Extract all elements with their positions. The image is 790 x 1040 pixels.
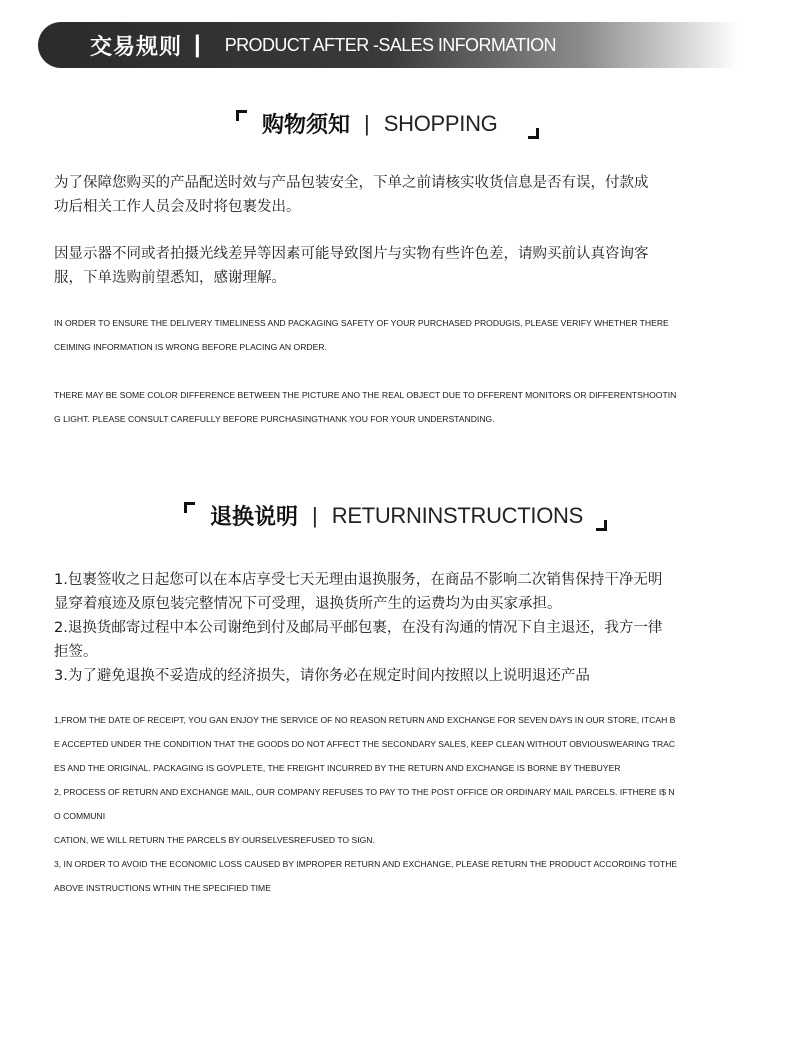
shopping-title-en: SHOPPING xyxy=(383,110,498,136)
shopping-section-title xyxy=(262,108,497,139)
corner-bracket-bottom-right xyxy=(596,520,607,531)
returns-paragraph-en: 1,FROM THE DATE OF RECEIPT, YOU GAN ENJOY THE SERVICE OF NO REASON RETURN AND EXCHANGE FOR SEVEN DAYS IN OUR STORE, ITCAH B E ACCEPTED UNDER THE CONDITION THAT THE GOODS DO NOT AFFECT THE SECONDARY SALES, KEEP CLEAN WITHOUT OBVIOUSWEARING TRAC ES AND THE ORIGINAL. PACKAGING IS GOVPLETE, THE FREIGHT INCURRED BY THE RETURN AND EXCHANGE IS BORNE BY THEBUYER 2, PROCESS OF RETURN AND EXCHANGE MAIL, OUR COMPANY REFUSES TO PAY TO THE POST OFFICE OR ORDINARY MAIL PARCELS. IFTHERE I$ N O COMMUNI CATION, WE WILL RETURN THE PARCELS BY OURSELVESREFUSED TO SIGN. 3, IN ORDER TO AVOID THE ECONOMIC LOSS CAUSED BY IMPROPER RETURN AND EXCHANGE, PLEASE RETURN THE PRODUCT ACCORDING TOTHE ABOVE INSTRUCTIONS WTHIN THE SPECIFIED TIME xyxy=(54,715,678,893)
shopping-paragraph-cn: 因显示器不同或者拍摄光线差异等因素可能导致图片与实物有些许色差，请购买前认真咨询客 服，下单选购前望悉知，感谢理解。 xyxy=(54,246,649,286)
returns-section-title xyxy=(210,500,583,531)
returns-paragraph-cn: 1.包裹签收之日起您可以在本店享受七天无理由退换服务，在商品不影响二次销售保持干净无明 显穿着痕迹及原包装完整情况下可受理，退换货所产生的运费均为由买家承担。 2.退换货邮寄过程中本公司谢绝到付及邮局平邮包裹，在没有沟通的情况下自主退还，我方一律 拒签。 3.为了避免退换不妥造成的经济损失，请你务必在规定时间内按照以上说明退还产品 xyxy=(54,572,663,684)
banner-separator: | xyxy=(194,31,201,58)
shopping-paragraph-en: THERE MAY BE SOME COLOR DIFFERENCE BETWEEN THE PICTURE ANO THE REAL OBJECT DUE TO DFFERENT MONITORS OR DIFFERENTSHOOTIN G LIGHT. PLEASE CONSULT CAREFULLY BEFORE PURCHASINGTHANK YOU FOR YOUR UNDERSTANDING. xyxy=(54,390,677,424)
banner-title-cn: 交易规则 xyxy=(90,34,183,60)
corner-bracket-top-left xyxy=(236,110,247,121)
corner-bracket-top-left xyxy=(184,502,195,513)
shopping-paragraph-en: IN ORDER TO ENSURE THE DELIVERY TIMELINESS AND PACKAGING SAFETY OF YOUR PURCHASED PRODUGIS, PLEASE VERIFY WHETHER THERE CEIMING INFORMATION IS WRONG BEFORE PLACING AN ORDER. xyxy=(54,318,669,352)
shopping-title-separator: | xyxy=(364,110,370,136)
returns-title-cn: 退换说明 xyxy=(210,505,299,530)
returns-title-separator: | xyxy=(312,502,318,528)
shopping-paragraph-cn: 为了保障您购买的产品配送时效与产品包装安全，下单之前请核实收货信息是否有误，付款成 功后相关工作人员会及时将包裹发出。 xyxy=(54,175,649,215)
shopping-title-cn: 购物须知 xyxy=(262,113,351,138)
corner-bracket-bottom-right xyxy=(528,128,539,139)
returns-title-en: RETURNINSTRUCTIONS xyxy=(331,502,583,528)
header-banner xyxy=(38,22,738,68)
banner-title-en: PRODUCT AFTER -SALES INFORMATION xyxy=(224,34,556,55)
